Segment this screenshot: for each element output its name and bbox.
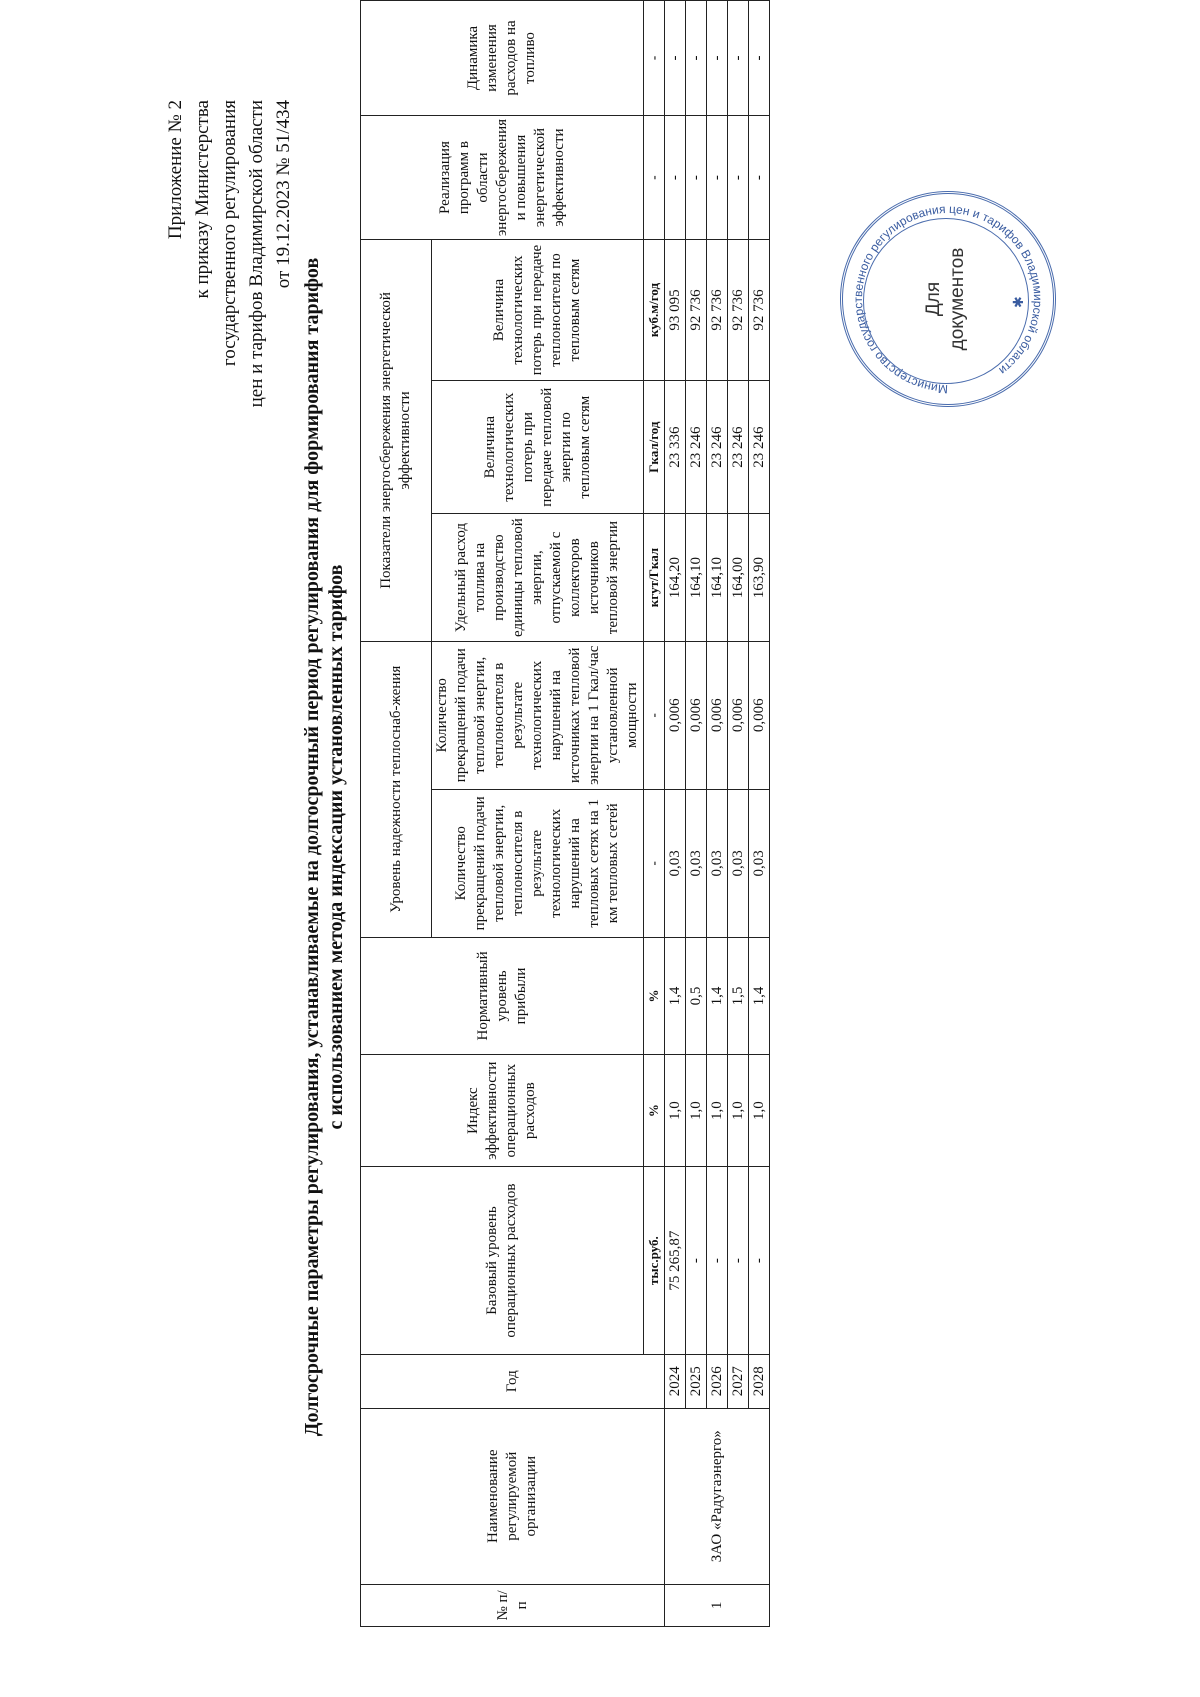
cell-rel2: 0,006 <box>686 641 707 789</box>
table-row <box>749 1 770 1627</box>
official-stamp <box>840 191 1056 407</box>
cell-programs: - <box>749 116 770 240</box>
appendix-line: цен и тарифов Владимирской области <box>246 100 267 408</box>
cell-en1: 164,00 <box>728 514 749 641</box>
cell-fuel: - <box>665 1 686 116</box>
table-row <box>665 1 686 1627</box>
document-title <box>300 77 348 1617</box>
cell-en3: 93 095 <box>665 240 686 381</box>
cell-rel2: 0,006 <box>707 641 728 789</box>
cell-en2: 23 246 <box>728 380 749 513</box>
unit-fuel: - <box>644 1 665 116</box>
title-line: с использованием метода индексации установленных тарифов <box>325 564 347 1130</box>
cell-profit: 1,5 <box>728 937 749 1054</box>
cell-en1: 163,90 <box>749 514 770 641</box>
parameters-table <box>360 0 770 1627</box>
header-org: Наименование регулируемой организации <box>361 1408 665 1584</box>
cell-rel2: 0,006 <box>749 641 770 789</box>
cell-en3: 92 736 <box>707 240 728 381</box>
cell-base: 75 265,87 <box>665 1167 686 1355</box>
cell-year: 2027 <box>728 1354 749 1408</box>
cell-rel1: 0,03 <box>686 789 707 937</box>
header-en1: Удельный расход топлива на производство единицы тепловой энергии, отпускаемой с коллекторов источников тепловой энергии <box>432 514 644 641</box>
cell-programs: - <box>707 116 728 240</box>
cell-en2: 23 246 <box>749 380 770 513</box>
unit-rel2: - <box>644 641 665 789</box>
header-en2: Величина технологических потерь при передаче тепловой энергии по тепловым сетям <box>432 380 644 513</box>
cell-fuel: - <box>707 1 728 116</box>
unit-en2: Гкал/год <box>644 380 665 513</box>
cell-eff: 1,0 <box>707 1055 728 1167</box>
header-profit: Нормативный уровень прибыли <box>361 937 644 1054</box>
cell-base: - <box>749 1167 770 1355</box>
cell-rel1: 0,03 <box>665 789 686 937</box>
unit-rel1: - <box>644 789 665 937</box>
appendix-block <box>162 100 297 407</box>
cell-rel1: 0,03 <box>749 789 770 937</box>
unit-en1: кгут/Гкал <box>644 514 665 641</box>
cell-base: - <box>686 1167 707 1355</box>
unit-base: тыс.руб. <box>644 1167 665 1355</box>
org-name: ЗАО «Радугаэнерго» <box>665 1408 770 1584</box>
unit-programs: - <box>644 116 665 240</box>
header-base: Базовый уровень операционных расходов <box>361 1167 644 1355</box>
stamp-text: документов <box>947 247 968 351</box>
appendix-line: государственного регулирования <box>219 100 240 367</box>
unit-profit: % <box>644 937 665 1054</box>
cell-base: - <box>728 1167 749 1355</box>
stamp-star-icon: ✱ <box>1012 296 1027 308</box>
cell-eff: 1,0 <box>728 1055 749 1167</box>
header-reliability: Уровень надежности теплоснаб-жения <box>361 641 432 937</box>
cell-fuel: - <box>686 1 707 116</box>
cell-fuel: - <box>749 1 770 116</box>
header-fuel: Динамика изменения расходов на топливо <box>361 1 644 116</box>
cell-profit: 1,4 <box>707 937 728 1054</box>
cell-year: 2028 <box>749 1354 770 1408</box>
appendix-line: от 19.12.2023 № 51/434 <box>273 100 294 289</box>
header-energy: Показатели энергосбережения энергетической эффективности <box>361 240 432 642</box>
cell-year: 2025 <box>686 1354 707 1408</box>
cell-en1: 164,10 <box>707 514 728 641</box>
cell-en2: 23 246 <box>686 380 707 513</box>
cell-en1: 164,20 <box>665 514 686 641</box>
cell-rel2: 0,006 <box>665 641 686 789</box>
cell-eff: 1,0 <box>665 1055 686 1167</box>
cell-en1: 164,10 <box>686 514 707 641</box>
header-num: № п/п <box>361 1584 665 1626</box>
stamp-inner-circle <box>863 218 1029 384</box>
table-row <box>686 1 707 1627</box>
cell-en3: 92 736 <box>749 240 770 381</box>
cell-profit: 1,4 <box>749 937 770 1054</box>
cell-base: - <box>707 1167 728 1355</box>
cell-fuel: - <box>728 1 749 116</box>
table-row <box>707 1 728 1627</box>
cell-year: 2026 <box>707 1354 728 1408</box>
cell-programs: - <box>665 116 686 240</box>
cell-en3: 92 736 <box>728 240 749 381</box>
cell-programs: - <box>728 116 749 240</box>
cell-en3: 92 736 <box>686 240 707 381</box>
unit-eff: % <box>644 1055 665 1167</box>
appendix-line: к приказу Министерства <box>192 100 213 299</box>
appendix-line: Приложение № 2 <box>165 100 186 240</box>
stamp-text: Для <box>923 281 944 317</box>
header-rel2: Количество прекращений подачи тепловой энергии, теплоносителя в результате технологических нарушений на источниках тепловой энергии на 1 Гкал/час установленной мощности <box>432 641 644 789</box>
title-line: Долгосрочные параметры регулирования, устанавливаемые на долгосрочный период регулирования для формирования тарифов <box>301 257 323 1437</box>
cell-profit: 1,4 <box>665 937 686 1054</box>
cell-en2: 23 246 <box>707 380 728 513</box>
cell-eff: 1,0 <box>686 1055 707 1167</box>
table-row <box>728 1 749 1627</box>
cell-rel2: 0,006 <box>728 641 749 789</box>
header-year: Год <box>361 1354 665 1408</box>
cell-rel1: 0,03 <box>707 789 728 937</box>
header-rel1: Количество прекращений подачи тепловой энергии, теплоносителя в результате технологических нарушений на тепловых сетях на 1 км тепловых сетей <box>432 789 644 937</box>
header-en3: Величина технологических потерь при передаче теплоносителя по тепловым сетям <box>432 240 644 381</box>
unit-en3: куб.м/год <box>644 240 665 381</box>
stamp-ring-label: Министерство государственного регулирования цен и тарифов Владимирской области <box>850 201 1046 397</box>
cell-en2: 23 336 <box>665 380 686 513</box>
cell-eff: 1,0 <box>749 1055 770 1167</box>
cell-profit: 0,5 <box>686 937 707 1054</box>
org-number: 1 <box>665 1584 770 1626</box>
cell-programs: - <box>686 116 707 240</box>
cell-rel1: 0,03 <box>728 789 749 937</box>
header-programs: Реализация программ в области энергосбережения и повышения энергетической эффективности <box>361 116 644 240</box>
cell-year: 2024 <box>665 1354 686 1408</box>
header-eff: Индекс эффективности операционных расходов <box>361 1055 644 1167</box>
